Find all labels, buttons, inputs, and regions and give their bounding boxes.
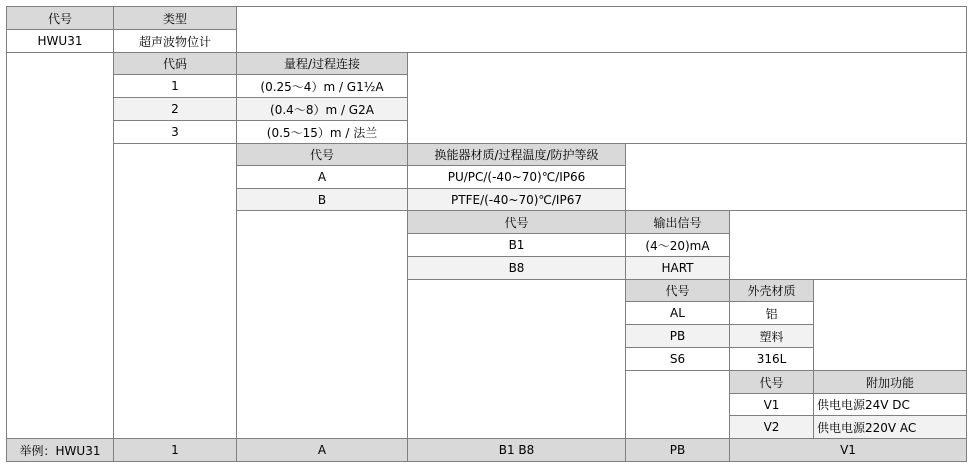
range-header: 量程/过程连接 xyxy=(236,52,408,75)
extra-value: 供电电源24V DC xyxy=(813,393,967,416)
output-code: B1 xyxy=(407,233,626,257)
example-range: 1 xyxy=(113,438,237,462)
example-housing: PB xyxy=(625,438,730,462)
example-output: B1 B8 xyxy=(407,438,626,462)
output-code: B8 xyxy=(407,256,626,280)
model-type: 超声波物位计 xyxy=(113,29,237,53)
range-code: 3 xyxy=(113,120,237,144)
type-header: 类型 xyxy=(113,6,237,30)
housing-code: PB xyxy=(625,324,730,348)
blank-region xyxy=(236,6,967,53)
material-value: PTFE/(-40~70)℃/IP67 xyxy=(407,188,626,211)
range-value: (0.25～4）m / G1½A xyxy=(236,74,408,98)
housing-value: 铝 xyxy=(729,301,814,325)
code-header: 代号 xyxy=(6,6,114,30)
material-value: PU/PC/(-40~70)℃/IP66 xyxy=(407,165,626,189)
blank-region xyxy=(729,210,967,280)
material-code: B xyxy=(236,188,408,211)
housing-value: 塑料 xyxy=(729,324,814,348)
housing-code: S6 xyxy=(625,347,730,371)
model-code: HWU31 xyxy=(6,29,114,53)
extra-header: 附加功能 xyxy=(813,370,967,394)
material-header: 换能器材质/过程温度/防护等级 xyxy=(407,143,626,166)
range-code: 2 xyxy=(113,97,237,121)
material-code: A xyxy=(236,165,408,189)
range-code-header: 代码 xyxy=(113,52,237,75)
blank-region xyxy=(407,279,626,439)
output-code-header: 代号 xyxy=(407,210,626,234)
range-value: (0.4～8）m / G2A xyxy=(236,97,408,121)
blank-region xyxy=(6,52,114,439)
blank-region xyxy=(236,210,408,439)
example-label: 举例：HWU31 xyxy=(6,438,114,462)
extra-code: V2 xyxy=(729,415,814,439)
blank-region xyxy=(113,143,237,439)
extra-value: 供电电源220V AC xyxy=(813,415,967,439)
blank-region xyxy=(813,279,967,371)
output-value: (4～20)mA xyxy=(625,233,730,257)
housing-header: 外壳材质 xyxy=(729,279,814,302)
extra-code: V1 xyxy=(729,393,814,416)
output-value: HART xyxy=(625,256,730,280)
material-code-header: 代号 xyxy=(236,143,408,166)
range-code: 1 xyxy=(113,74,237,98)
blank-region xyxy=(407,52,967,144)
blank-region xyxy=(625,143,967,211)
blank-region xyxy=(625,370,730,439)
example-material: A xyxy=(236,438,408,462)
extra-code-header: 代号 xyxy=(729,370,814,394)
output-header: 输出信号 xyxy=(625,210,730,234)
example-extra: V1 xyxy=(729,438,967,462)
range-value: (0.5～15）m / 法兰 xyxy=(236,120,408,144)
housing-code-header: 代号 xyxy=(625,279,730,302)
housing-value: 316L xyxy=(729,347,814,371)
housing-code: AL xyxy=(625,301,730,325)
